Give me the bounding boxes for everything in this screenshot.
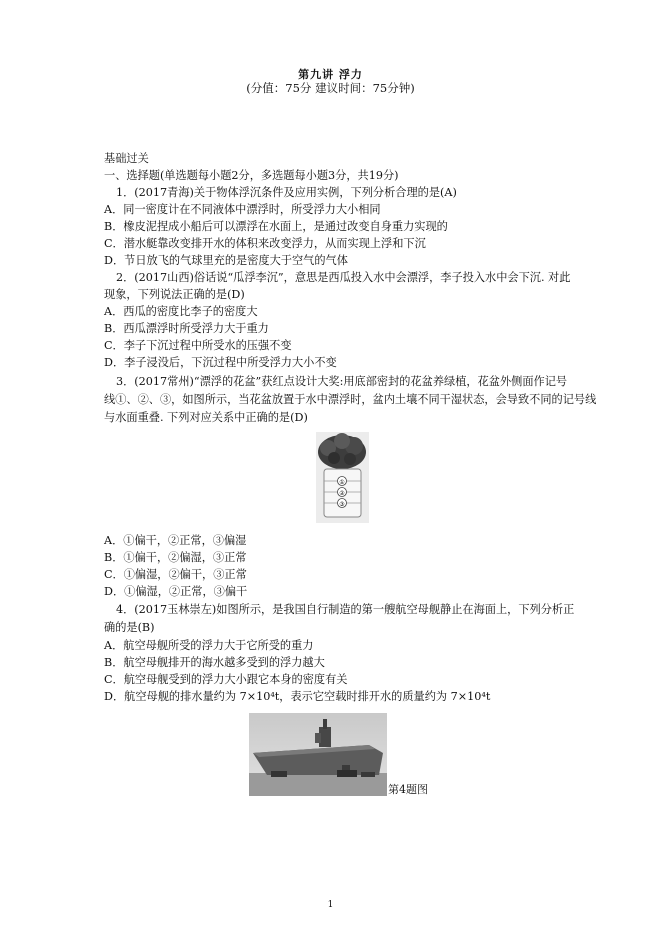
question-4-stem-line-2: 确的是(B) [104,621,155,634]
question-3-stem-line-2: 线①、②、③，如图所示，当花盆放置于水中漂浮时，盆内土壤不同干湿状态，会导致不同的记号线 [104,393,597,406]
question-1-option-c: C．潜水艇靠改变排开水的体积来改变浮力，从而实现上浮和下沉 [104,237,426,250]
part-heading: 一、选择题(单选题每小题2分，多选题每小题3分，共19分) [104,169,399,182]
question-2-option-c: C．李子下沉过程中所受水的压强不变 [104,339,292,352]
mark-3-label: ③ [339,501,345,508]
page-title: 第九讲 浮力 [298,68,363,81]
question-1-option-b: B．橡皮泥捏成小船后可以漂浮在水面上，是通过改变自身重力实现的 [104,220,448,233]
question-1-stem: 1．(2017青海)关于物体浮沉条件及应用实例，下列分析合理的是(A) [116,186,457,199]
section-heading: 基础过关 [104,152,149,165]
question-2-option-b: B．西瓜漂浮时所受浮力大于重力 [104,322,269,335]
page-subtitle: (分值：75分 建议时间：75分钟) [246,81,415,95]
question-4-option-b: B．航空母舰排开的海水越多受到的浮力越大 [104,656,325,669]
question-2-option-d: D．李子浸没后，下沉过程中所受浮力大小不变 [104,356,337,369]
question-1-option-a: A．同一密度计在不同液体中漂浮时，所受浮力大小相同 [104,203,381,216]
question-4-option-a: A．航空母舰所受的浮力大于它所受的重力 [104,639,314,652]
question-2-stem-line-2: 现象，下列说法正确的是(D) [104,288,245,301]
question-4-stem-line-1: 4．(2017玉林崇左)如图所示，是我国自行制造的第一艘航空母舰静止在海面上，下列分析正 [116,603,575,616]
question-3-option-c: C．①偏湿，②偏干，③正常 [104,568,247,581]
figure-4-caption: 第4题图 [388,783,428,796]
question-3-stem-line-3: 与水面重叠. 下列对应关系中正确的是(D) [104,411,308,424]
question-2-option-a: A．西瓜的密度比李子的密度大 [104,305,258,318]
flower-pot-figure [316,432,369,523]
question-1-option-d: D．节日放飞的气球里充的是密度大于空气的气体 [104,254,348,267]
question-3-option-d: D．①偏湿，②正常，③偏干 [104,585,248,598]
page-number: 1 [327,900,334,910]
question-2-stem-line-1: 2．(2017山西)俗话说“瓜浮李沉”，意思是西瓜投入水中会漂浮，李子投入水中会下沉. 对此 [116,271,571,284]
aircraft-carrier-figure [249,713,387,796]
question-3-stem-line-1: 3．(2017常州)“漂浮的花盆”获红点设计大奖:用底部密封的花盆养绿植，花盆外侧面作记号 [116,375,568,388]
mark-2-label: ② [339,490,345,497]
mark-1-label: ① [339,479,345,486]
question-3-option-a: A．①偏干，②正常，③偏湿 [104,534,247,547]
question-4-option-c: C．航空母舰受到的浮力大小跟它本身的密度有关 [104,673,348,686]
question-3-option-b: B．①偏干，②偏湿，③正常 [104,551,247,564]
question-4-option-d: D．航空母舰的排水量约为 7×10⁴t，表示它空载时排开水的质量约为 7×10⁴t [104,690,491,703]
